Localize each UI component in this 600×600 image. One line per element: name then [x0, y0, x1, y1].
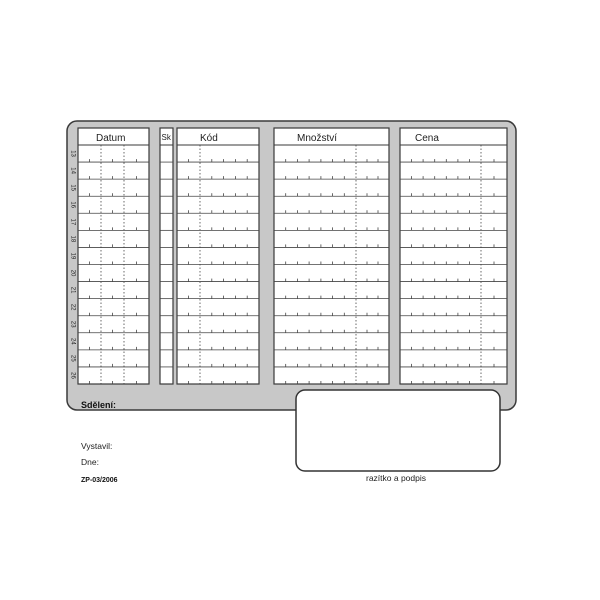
row-number: 26	[69, 372, 76, 379]
column-box	[400, 128, 507, 384]
row-number: 15	[69, 184, 76, 192]
row-number: 20	[69, 269, 76, 277]
column-box	[274, 128, 389, 384]
column-sk	[160, 128, 173, 384]
column-box	[177, 128, 259, 384]
column-header-mnozstvi: Množství	[297, 133, 338, 144]
row-number: 17	[69, 218, 76, 226]
stamp-signature-box	[296, 390, 500, 471]
column-header-datum: Datum	[96, 133, 126, 144]
column-mnozstvi	[274, 128, 389, 384]
column-datum	[78, 128, 149, 384]
column-header-sk: Sk	[161, 133, 171, 142]
row-number: 23	[69, 320, 76, 328]
row-number: 18	[69, 235, 76, 243]
stamp-caption: razítko a podpis	[365, 473, 427, 483]
table-columns	[78, 128, 507, 384]
message-label: Sdělení:	[81, 400, 117, 410]
row-number: 21	[69, 286, 76, 294]
column-header-kod: Kód	[200, 133, 218, 144]
column-box	[78, 128, 149, 384]
column-kod	[177, 128, 259, 384]
row-number: 13	[69, 150, 76, 157]
column-header-cena: Cena	[415, 133, 439, 144]
column-cena	[400, 128, 507, 384]
row-number: 25	[69, 355, 76, 362]
form-code: ZP-03/2006	[81, 477, 118, 484]
issued-by-label: Vystavil:	[81, 441, 113, 451]
row-number: 16	[69, 201, 76, 209]
row-number: 19	[69, 252, 76, 260]
row-number: 22	[69, 303, 76, 311]
date-label: Dne:	[81, 457, 99, 467]
row-number: 24	[69, 337, 76, 345]
column-box	[160, 128, 173, 384]
row-number: 14	[69, 167, 76, 174]
